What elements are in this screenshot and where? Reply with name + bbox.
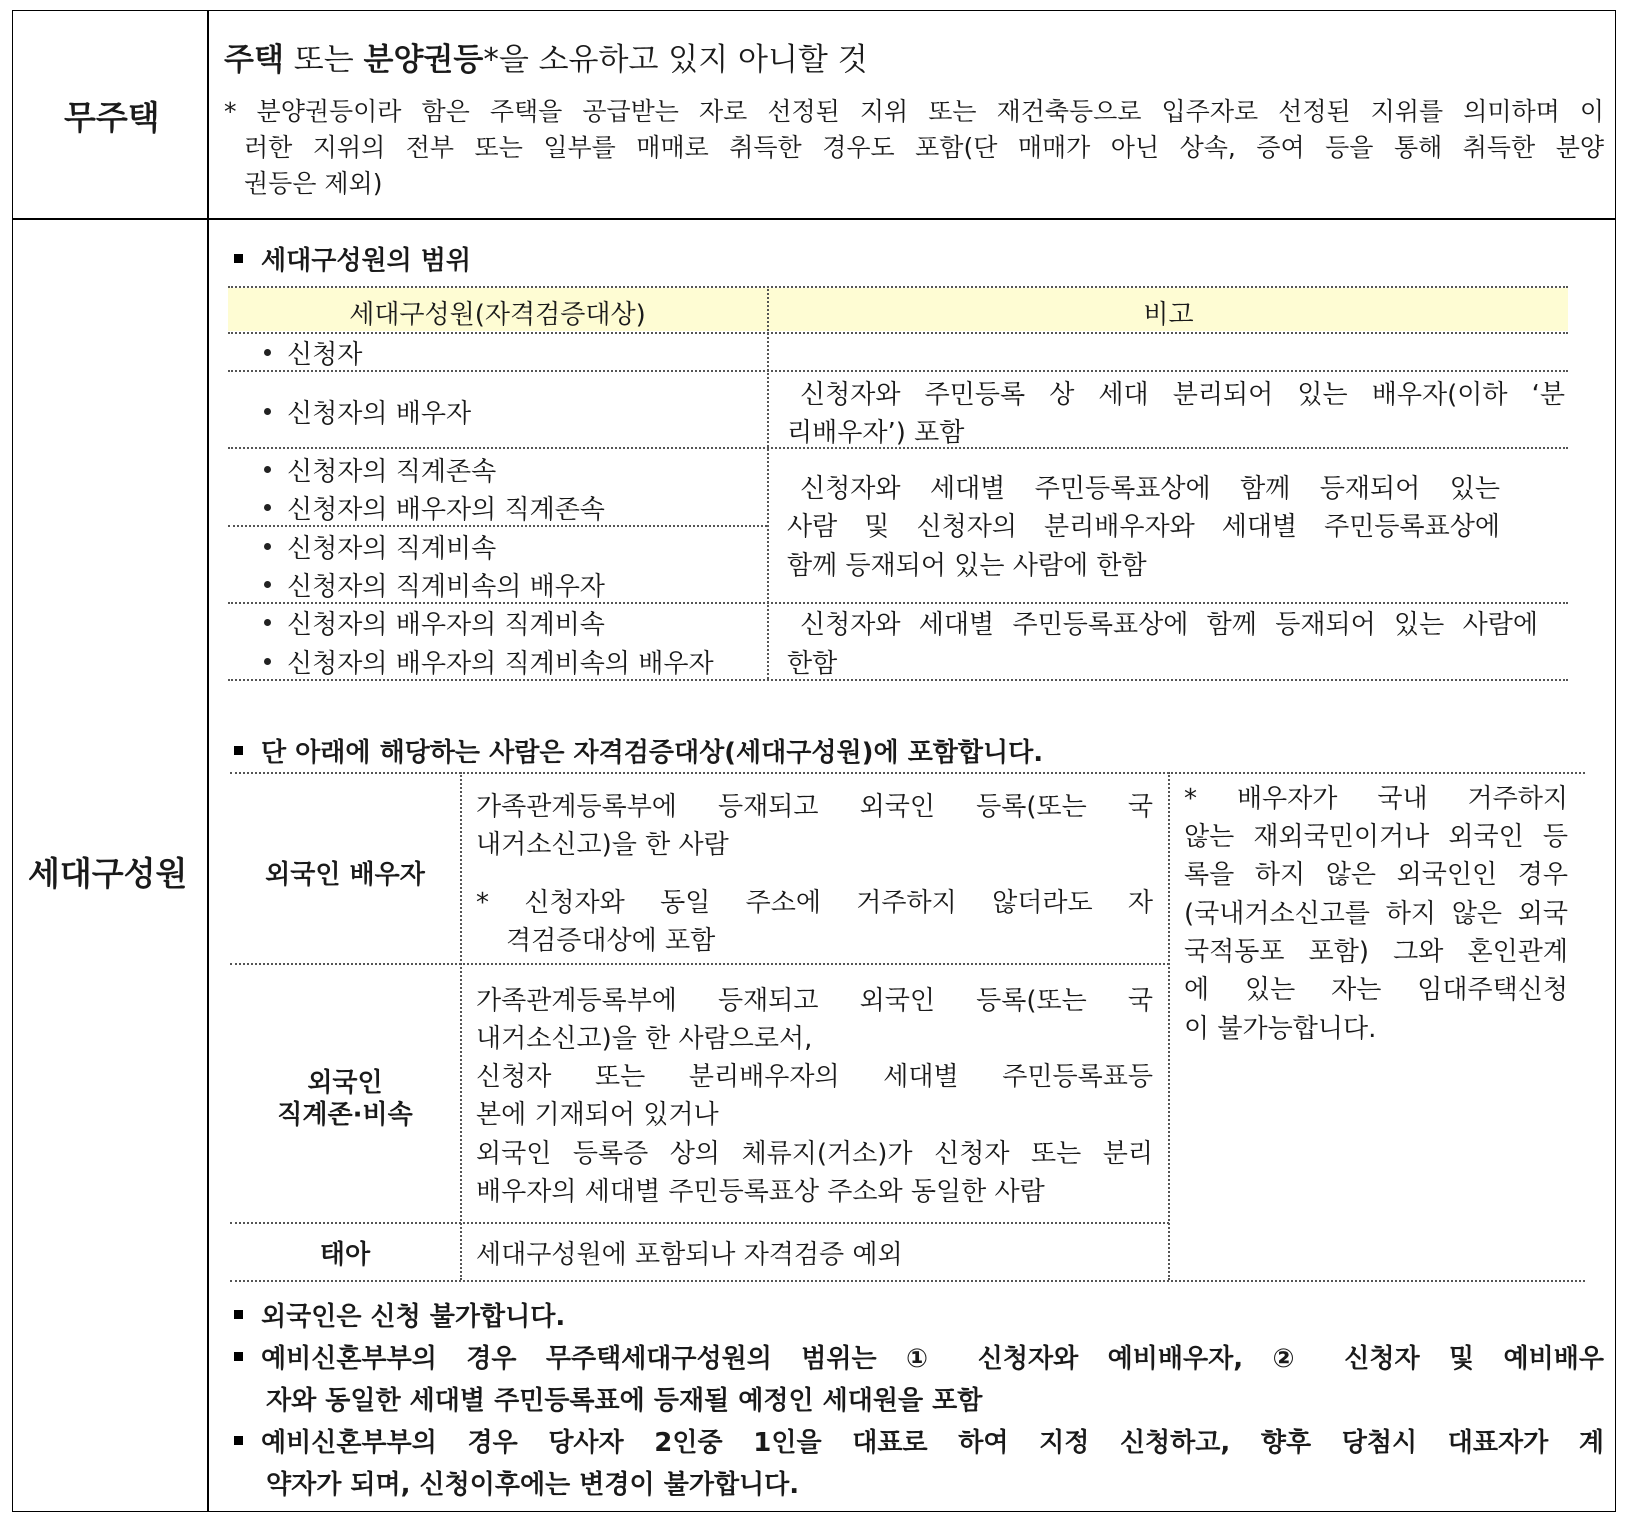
square-bullet-icon — [234, 1436, 243, 1445]
foreign-spouse-note-line2: 격검증대상에 포함 — [506, 926, 716, 956]
foreign-spouse-line2: 내거소신고)을 한 사람 — [476, 830, 729, 860]
label-no-house: 무주택 — [64, 98, 160, 137]
note-prospective-couple-scope-line1: 예비신혼부부의 경우 무주택세대구성원의 범위는 ① 신청자와 예비배우자, ② 신청자 및 예비배우 — [234, 1338, 1604, 1375]
table2-column-rule — [460, 772, 462, 1280]
table1-row3-note-line3: 함께 등재되어 있는 사람에 한함 — [787, 551, 1147, 581]
side-note-line7: 이 불가능합니다. — [1184, 1014, 1377, 1044]
bullet-icon — [264, 658, 271, 665]
presale-note-line3: 권등은 제외) — [244, 169, 383, 198]
side-note-line1: * 배우자가 국내 거주하지 — [1184, 784, 1568, 814]
table1-row4-note-line2: 한함 — [787, 649, 838, 679]
table1-rule — [228, 332, 1568, 334]
fetus-label: 태아 — [319, 1240, 371, 1270]
note-prospective-couple-rep-line2: 약자가 되며, 신청이후에는 변경이 불가합니다. — [266, 1470, 800, 1500]
foreign-spouse-note-line1: * 신청자와 동일 주소에 거주하지 않더라도 자 — [476, 888, 1153, 918]
side-note-line6: 에 있는 자는 임대주택신청 — [1184, 975, 1568, 1005]
foreign-lineal-line3: 신청자 또는 분리배우자의 세대별 주민등록표등 — [476, 1062, 1153, 1092]
table1-row4-note-line1: 신청자와 세대별 주민등록표상에 함께 등재되어 있는 사람에 — [800, 610, 1538, 640]
foreign-lineal-line4: 본에 기재되어 있거나 — [476, 1100, 719, 1130]
foreign-lineal-label-1: 외국인 — [307, 1068, 383, 1098]
bullet-icon — [264, 504, 271, 511]
table1-row4-member-a: 신청자의 배우자의 직계비속 — [264, 604, 605, 641]
square-bullet-icon — [234, 746, 243, 755]
bullet-icon — [264, 543, 271, 550]
table1-row3-member-c: 신청자의 직계비속 — [264, 528, 496, 565]
scope-heading: 세대구성원의 범위 — [234, 240, 471, 277]
bullet-icon — [264, 581, 271, 588]
table2-rule — [230, 1280, 1585, 1282]
note-prospective-couple-rep-line1: 예비신혼부부의 경우 당사자 2인중 1인을 대표로 하여 지정 신청하고, 향후 당첨시 대표자가 계 — [234, 1422, 1604, 1459]
foreign-lineal-line5: 외국인 등록증 상의 체류지(거소)가 신청자 또는 분리 — [476, 1139, 1153, 1169]
square-bullet-icon — [234, 254, 243, 263]
table1-col1-header: 세대구성원(자격검증대상) — [349, 300, 646, 330]
bullet-icon — [264, 466, 271, 473]
table1-row3-member-d: 신청자의 직계비속의 배우자 — [264, 566, 605, 603]
table2-rule — [230, 772, 1585, 774]
square-bullet-icon — [234, 1310, 243, 1319]
fetus-text: 세대구성원에 포함되나 자격검증 예외 — [476, 1240, 903, 1270]
note-prospective-couple-scope-line2: 자와 동일한 세대별 주민등록표에 등재될 예정인 세대원을 포함 — [266, 1386, 983, 1416]
presale-note-line2: 러한 지위의 전부 또는 일부를 매매로 취득한 경우도 포함(단 매매가 아닌 상속, 증여 등을 통해 취득한 분양 — [244, 133, 1604, 162]
table2-column-rule — [1168, 772, 1170, 1280]
note-foreigner: 외국인은 신청 불가합니다. — [234, 1296, 565, 1333]
table1-row4-member-b: 신청자의 배우자의 직계비속의 배우자 — [264, 643, 714, 680]
table1-rule — [228, 286, 1568, 288]
side-note-line5: 국적동포 포함) 그와 혼인관계 — [1184, 937, 1568, 967]
table1-row3-note-line2: 사람 및 신청자의 분리배우자와 세대별 주민등록표상에 — [787, 512, 1500, 542]
include-heading: 단 아래에 해당하는 사람은 자격검증대상(세대구성원)에 포함합니다. — [234, 732, 1043, 769]
table2-rule — [230, 1222, 1169, 1224]
table1-row3-member-b: 신청자의 배우자의 직계존속 — [264, 489, 605, 526]
foreign-lineal-line1: 가족관계등록부에 등재되고 외국인 등록(또는 국 — [476, 986, 1153, 1016]
side-note-line3: 록을 하지 않은 외국인인 경우 — [1184, 860, 1568, 890]
table1-row3-member-a: 신청자의 직계존속 — [264, 451, 496, 488]
table1-row3-note-line1: 신청자와 세대별 주민등록표상에 함께 등재되어 있는 — [800, 474, 1500, 504]
foreign-lineal-label-2: 직계존·비속 — [277, 1100, 413, 1130]
no-house-condition: 주택 또는 분양권등*을 소유하고 있지 아니할 것 — [224, 42, 868, 78]
side-note-line2: 않는 재외국민이거나 외국인 등 — [1184, 822, 1568, 852]
table2-rule — [230, 963, 1169, 965]
square-bullet-icon — [234, 1352, 243, 1361]
label-household-member: 세대구성원 — [28, 854, 188, 893]
table1-row2-note-line2: 리배우자’) 포함 — [787, 418, 965, 448]
table1-row2-member: 신청자의 배우자 — [264, 393, 471, 430]
bullet-icon — [264, 408, 271, 415]
foreign-spouse-label: 외국인 배우자 — [265, 860, 425, 890]
foreign-spouse-line1: 가족관계등록부에 등재되고 외국인 등록(또는 국 — [476, 792, 1153, 822]
table1-col2-header: 비고 — [1143, 300, 1194, 330]
presale-note-line1: * 분양권등이라 함은 주택을 공급받는 자로 선정된 지위 또는 재건축등으로 입주자로 선정된 지위를 의미하며 이 — [224, 97, 1604, 126]
label-column-divider — [207, 10, 209, 1512]
foreign-lineal-line6: 배우자의 세대별 주민등록표상 주소와 동일한 사람 — [476, 1177, 1045, 1207]
table1-rule — [228, 370, 1568, 372]
section-divider — [12, 218, 1616, 220]
table1-row2-note-line1: 신청자와 주민등록 상 세대 분리되어 있는 배우자(이하 ‘분 — [800, 380, 1565, 410]
table1-column-rule — [767, 286, 769, 679]
bullet-icon — [264, 619, 271, 626]
table1-row1-member: 신청자 — [264, 334, 362, 371]
side-note-line4: (국내거소신고를 하지 않은 외국 — [1184, 899, 1568, 929]
bullet-icon — [264, 349, 271, 356]
foreign-lineal-line2: 내거소신고)을 한 사람으로서, — [476, 1024, 813, 1054]
